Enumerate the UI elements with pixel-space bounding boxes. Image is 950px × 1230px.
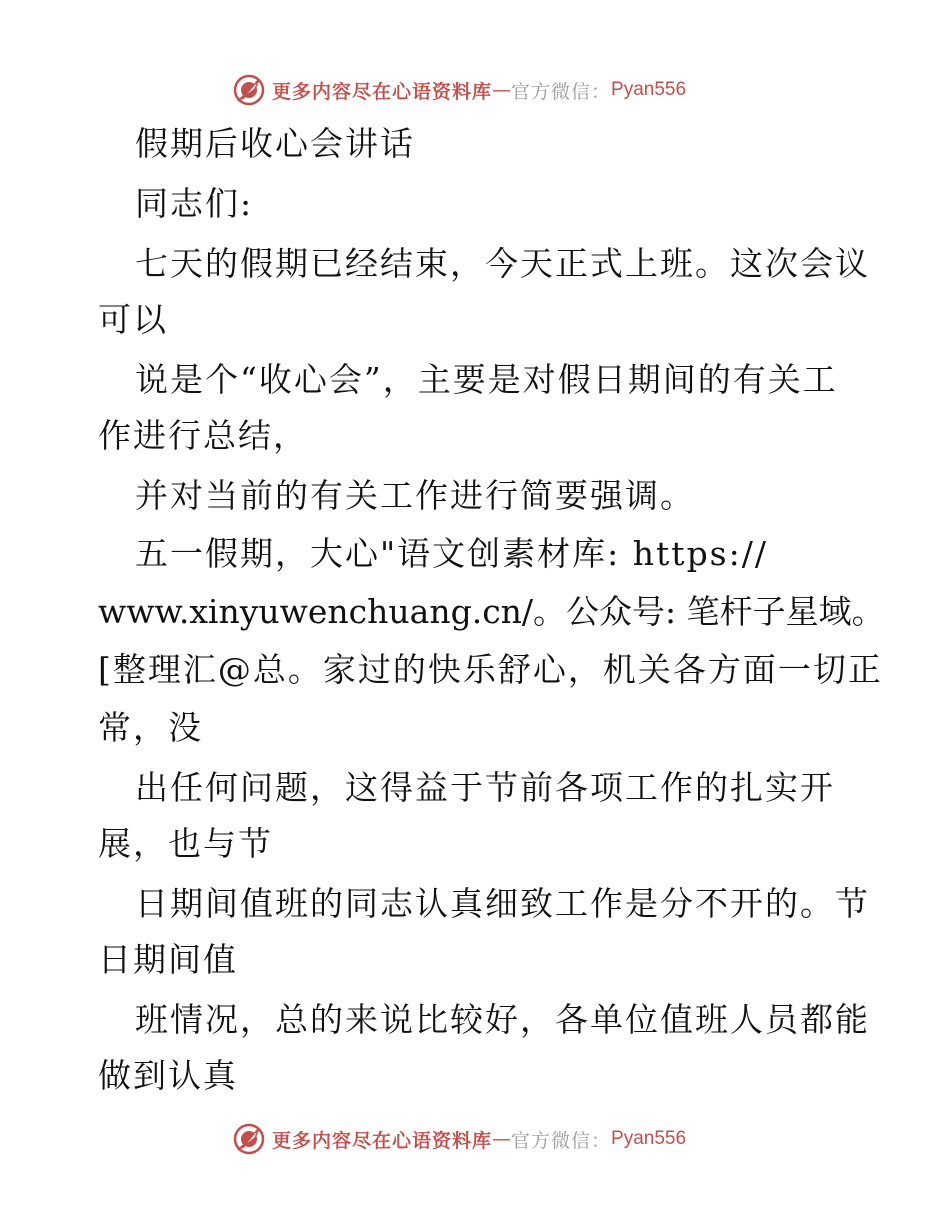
banner-wechat-handle: Pyan556 [611,1128,687,1149]
banner-brand-text: 更多内容尽在心语资料库 [272,80,493,103]
body-line: 日期间值 [98,940,238,979]
banner-wechat-label: 官方微信： [511,80,612,103]
body-line: 常，没 [98,708,203,747]
body-line: 可以 [98,300,168,339]
body-line: 五一假期，大心"语文创素材库: https:// [135,534,768,573]
footer-banner [232,1121,686,1157]
header-banner [232,72,686,108]
banner-brand-text: 更多内容尽在心语资料库 [272,1129,493,1152]
body-line: 说是个“收心会”，主要是对假日期间的有关工 [135,360,838,399]
banner-wechat-handle: Pyan556 [611,79,687,100]
body-line: [整理汇@总。家过的快乐舒心，机关各方面一切正 [98,650,883,689]
body-line: 七天的假期已经结束，今天正式上班。这次会议 [135,244,870,283]
body-line: 出任何问题，这得益于节前各项工作的扎实开 [135,768,835,807]
document-salutation: 同志们: [135,184,254,223]
banner-wechat-label: 官方微信： [511,1129,612,1152]
body-line: www.xinyuwenchuang.cn/。公众号: 笔杆子星域。 [98,592,885,631]
body-line: 班情况，总的来说比较好，各单位值班人员都能 [135,1000,870,1039]
banner-dash: — [492,79,512,101]
body-line: 展，也与节 [98,824,273,863]
body-line: 并对当前的有关工作进行简要强调。 [135,476,695,515]
document-title: 假期后收心会讲话 [135,124,415,163]
body-line: 做到认真 [98,1056,238,1095]
body-line: 作进行总结， [98,416,308,455]
quill-logo-icon [232,73,266,107]
quill-logo-icon [232,1122,266,1156]
body-line: 日期间值班的同志认真细致工作是分不开的。节 [135,884,870,923]
banner-dash: — [492,1128,512,1150]
